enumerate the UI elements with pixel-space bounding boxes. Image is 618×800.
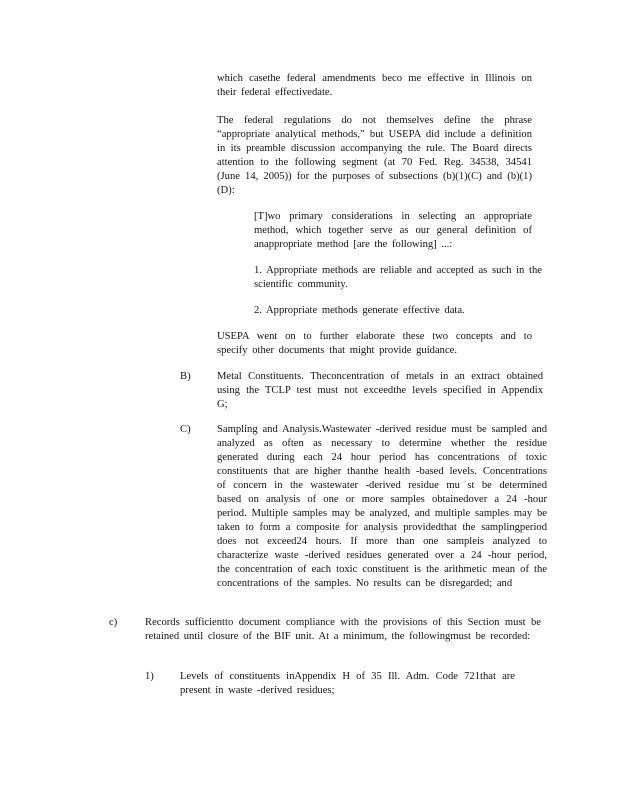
section-c-records: Records sufficientto document compliance with the provisions of this Section must be retained until closure of the BIF unit. At a minimum, the followingmust be recorded:: [145, 617, 541, 642]
quote-item-2: 2. Appropriate methods generate effective data.: [254, 305, 465, 316]
item-b-label: B): [180, 371, 191, 382]
quote-intro: [T]wo primary considerations in selecting an appropriate method, which together serve as our general definition of anappropriate method [are the following] ...:: [254, 211, 532, 250]
item-1-label: 1): [145, 671, 154, 682]
quote-item-1: 1. Appropriate methods are reliable and accepted as such in the scientific community.: [254, 265, 542, 290]
section-c-label: c): [109, 617, 118, 628]
item-b-metal-constituents: Metal Constituents. Theconcentration of metals in an extract obtained using the TCLP test must not exceedthe levels specified in Appendix G;: [217, 371, 543, 410]
paragraph-federal-regulations: The federal regulations do not themselves define the phrase “appropriate analytical methods,” but USEPA did include a definition in its preamble discussion accompanying the rule. The Board directs attention to the following segment (at 70 Fed. Reg. 34538, 34541 (June 14, 2005)) for the purposes of subsections (b)(1)(C) and (b)(1)(D):: [217, 115, 532, 196]
item-1-levels: Levels of constituents inAppendix H of 35 Ill. Adm. Code 721that are present in waste -derived residues;: [180, 671, 515, 696]
paragraph-usepa: USEPA went on to further elaborate these two concepts and to specify other documents that might provide guidance.: [217, 331, 532, 356]
paragraph-continuation: which casethe federal amendments beco me effective in Illinois on their federal effectivedate.: [217, 73, 532, 98]
item-c-sampling-analysis: Sampling and Analysis.Wastewater -derived residue must be sampled and analyzed as often as necessary to determine whether the residue generated during each 24 hour period has concentrations of toxic constituents that are higher thanthe health -based levels. Concentrations of concern in the wastewater -derived residue mu st be determined based on analysis of one or more samples obtainedover a 24 -hour period. Multiple samples may be analyzed, and multiple samples may be taken to form a composite for analysis providedthat the samplingperiod does not exceed24 hours. If more than one sampleis analyzed to characterize waste -derived residues generated over a 24 -hour period, the concentration of each toxic constituent is the arithmetic mean of the concentrations of the samples. No results can be disregarded; and: [217, 424, 547, 589]
item-c-label: C): [180, 424, 191, 435]
